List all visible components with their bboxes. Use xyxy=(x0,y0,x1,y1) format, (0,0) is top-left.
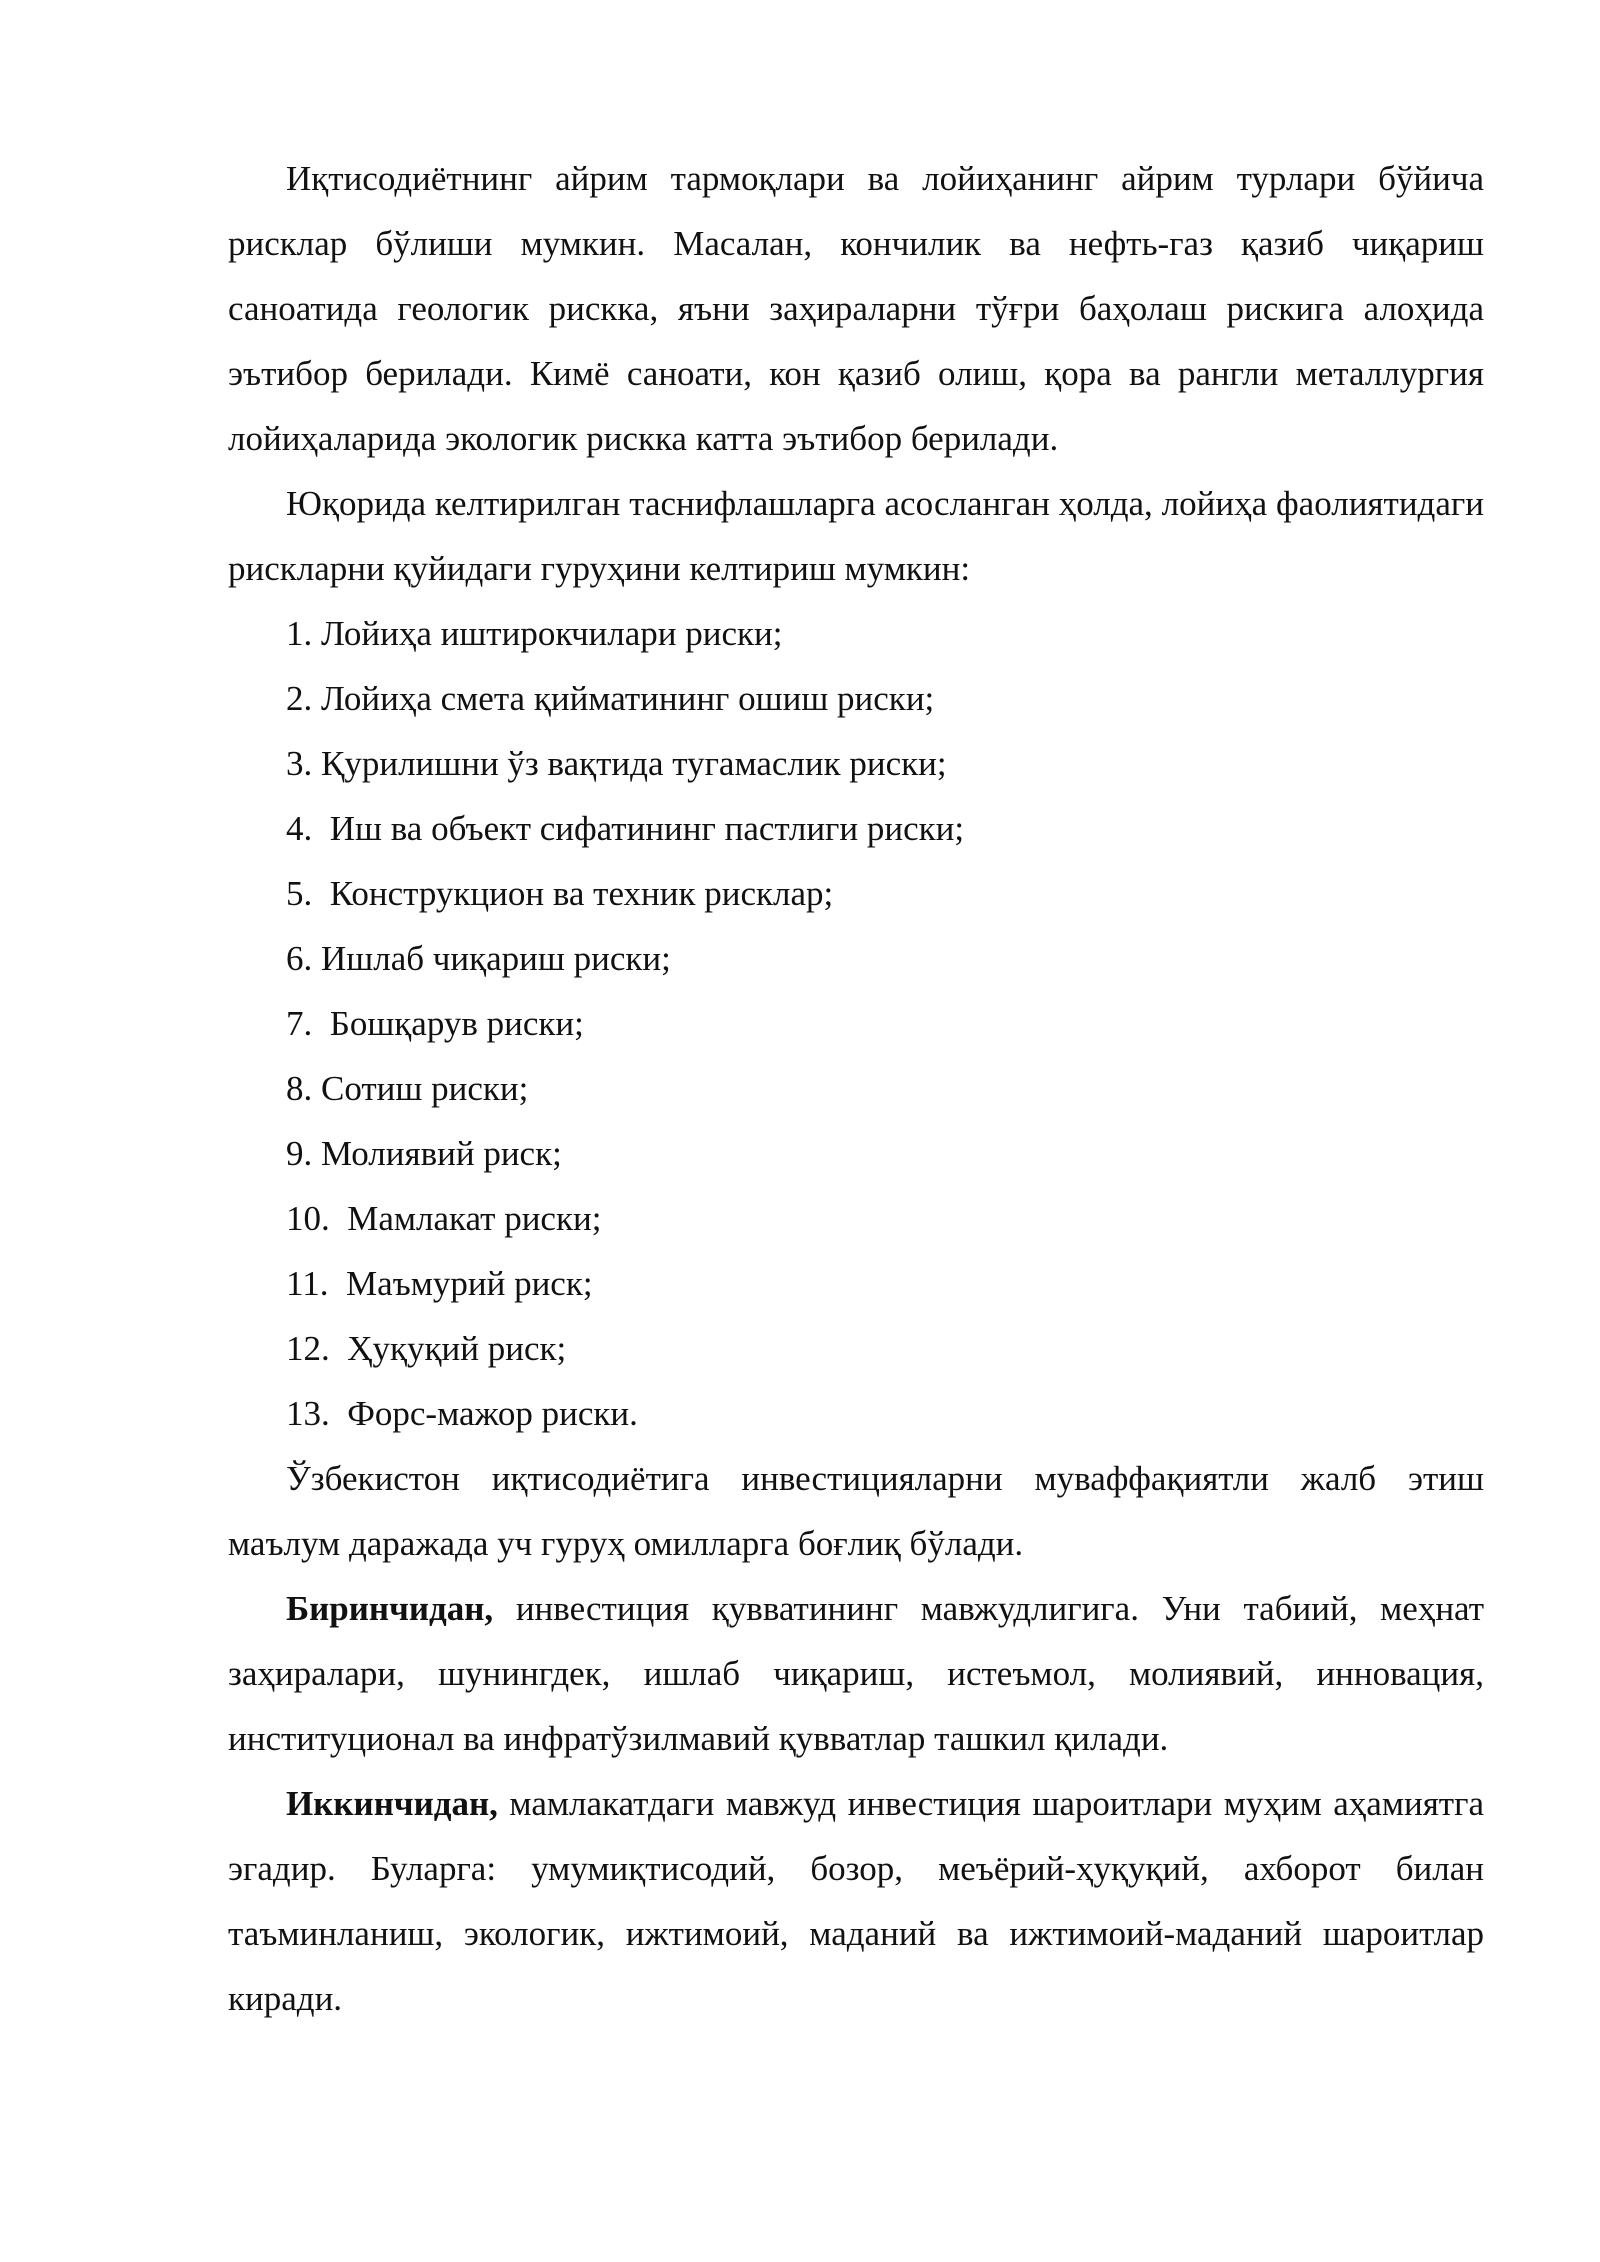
paragraph-second-factor xyxy=(228,1771,1484,2031)
first-factor-text: инвестиция қувватининг мавжудлигига. Уни табиий, меҳнат заҳиралари, шунингдек, ишлаб чиқариш, истеъмол, молиявий, инновация, институционал ва инфратўзилмавий қувватлар ташкил қилади. xyxy=(228,1589,1484,1758)
list-item: 1. Лойиҳа иштирокчилари риски; xyxy=(286,614,783,653)
list-item: 7. Бошқарув риски; xyxy=(286,1004,584,1043)
list-item: 9. Молиявий риск; xyxy=(286,1134,562,1173)
list-item: 11. Маъмурий риск; xyxy=(286,1264,593,1303)
paragraph-first-factor xyxy=(228,1576,1484,1771)
list-item: 3. Қурилишни ўз вақтида тугамаслик риски; xyxy=(286,744,947,783)
paragraph-uzbekistan-investment: Ўзбекистон иқтисодиётига инвестицияларни муваффақиятли жалб этиш маълум даражада уч гуруҳ омилларга боғлиқ бўлади. xyxy=(228,1459,1484,1563)
list-item: 12. Ҳуқуқий риск; xyxy=(286,1329,567,1368)
list-item: 5. Конструкцион ва техник рисклар; xyxy=(286,874,834,913)
list-item: 10. Мамлакат риски; xyxy=(286,1199,602,1238)
list-item: 2. Лойиҳа смета қийматининг ошиш риски; xyxy=(286,679,935,718)
document-page xyxy=(228,146,1484,2031)
list-item: 8. Сотиш риски; xyxy=(286,1069,529,1108)
paragraph-risk-groups-intro: Юқорида келтирилган таснифлашларга асосланган ҳолда, лойиҳа фаолиятидаги рискларни қуйидаги гуруҳини келтириш мумкин: xyxy=(228,484,1484,588)
second-factor-lead: Иккинчидан, xyxy=(286,1784,498,1823)
risk-list xyxy=(228,601,1484,1446)
paragraph-industry-risks: Иқтисодиётнинг айрим тармоқлари ва лойиҳанинг айрим турлари бўйича рисклар бўлиши мумкин. Масалан, кончилик ва нефть-газ қазиб чиқариш саноатида геологик рискка, яъни заҳираларни тўғри баҳолаш рискига алоҳида эътибор берилади. Кимё саноати, кон қазиб олиш, қора ва рангли металлургия лойиҳаларида экологик рискка катта эътибор берилади. xyxy=(228,159,1484,458)
second-factor-text: мамлакатдаги мавжуд инвестиция шароитлари муҳим аҳамиятга эгадир. Буларга: умумиқтисодий, бозор, меъёрий-ҳуқуқий, ахборот билан таъминланиш, экологик, ижтимоий, маданий ва ижтимоий-маданий шароитлар киради. xyxy=(228,1784,1484,2018)
list-item: 6. Ишлаб чиқариш риски; xyxy=(286,939,671,978)
list-item: 4. Иш ва объект сифатининг пастлиги риски; xyxy=(286,809,965,848)
first-factor-lead: Биринчидан, xyxy=(286,1589,494,1628)
list-item: 13. Форс-мажор риски. xyxy=(286,1394,638,1433)
